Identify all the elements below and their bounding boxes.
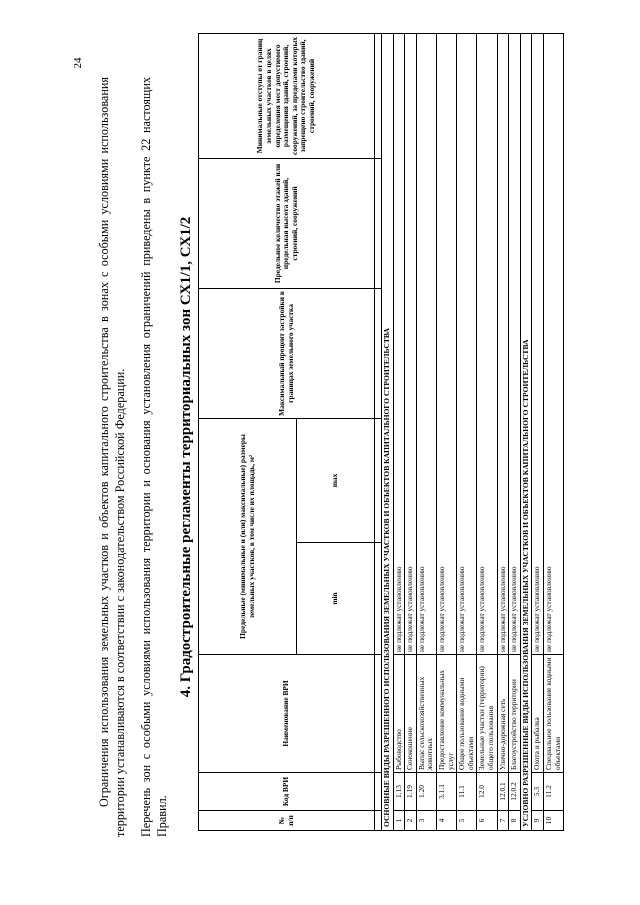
row-num: 6: [477, 811, 497, 831]
row-code: 5.3: [532, 773, 544, 811]
row-value: не подлежат установлению: [405, 33, 417, 654]
row-num: 4: [436, 811, 456, 831]
header-code: Код ВРИ: [199, 773, 375, 811]
regulations-table: [198, 33, 564, 831]
header-num: № п/п: [199, 811, 375, 831]
row-value: не подлежат установлению: [457, 33, 477, 654]
header-percent: Максимальный процент застройки в границах земельного участка: [199, 288, 375, 418]
row-code: 11.1: [457, 773, 477, 811]
row-num: 8: [509, 811, 521, 831]
section-title-conditional: УСЛОВНО РАЗРЕШЕННЫЕ ВИДЫ ИСПОЛЬЗОВАНИЯ ЗЕМЕЛЬНЫХ УЧАСТКОВ И ОБЪЕКТОВ КАПИТАЛЬНОГО СТРОИТЕЛЬСТВА: [520, 33, 532, 830]
header-size: Предельные (минимальные и (или) максимальные) размеры земельных участков, в том числе их площадь, м²: [199, 418, 297, 654]
row-code: 1.20: [416, 773, 436, 811]
section-title-main: ОСНОВНЫЕ ВИДЫ РАЗРЕШЕННОГО ИСПОЛЬЗОВАНИЯ ЗЕМЕЛЬНЫХ УЧАСТКОВ И ОБЪЕКТОВ КАПИТАЛЬНОГО СТРОИТЕЛЬСТВА: [382, 33, 394, 830]
table-row: [416, 33, 436, 830]
row-name: Сенокошение: [405, 655, 417, 773]
row-name: Специальное пользование водными объектами: [543, 655, 563, 773]
row-value: не подлежат установлению: [497, 33, 509, 654]
table-row: [497, 33, 509, 830]
row-value: не подлежат установлению: [436, 33, 456, 654]
row-name: Земельные участки (территории) общего пользования: [477, 655, 497, 773]
row-code: 12.0: [477, 773, 497, 811]
row-num: 5: [457, 811, 477, 831]
paragraph-list-of-zones: Перечень зон с особыми условиями использования территории и основания установления ограничений приведены в пункте 22 настоящих Правил.: [139, 77, 169, 837]
table-row: [543, 33, 563, 830]
row-num: 2: [405, 811, 417, 831]
header-floors: Предельное количество этажей или предельная высота зданий, строений, сооружений: [199, 158, 375, 288]
header-min: min: [297, 543, 375, 655]
row-num: 9: [532, 811, 544, 831]
row-name: Общее пользование водными объектами: [457, 655, 477, 773]
table-row: [532, 33, 544, 830]
row-num: 1: [393, 811, 405, 831]
row-code: 12.0.2: [509, 773, 521, 811]
row-value: не подлежат установлению: [393, 33, 405, 654]
row-value: не подлежат установлению: [532, 33, 544, 654]
row-code: 1.13: [393, 773, 405, 811]
header-name: Наименование ВРИ: [199, 655, 375, 773]
row-name: Улично-дорожная сеть: [497, 655, 509, 773]
header-setback: Минимальные отступы от границ земельных участков в целях определения мест допустимого размещения зданий, строений, сооружений, за пределами которых запрещено строительство зданий, строений, сооружений: [199, 33, 375, 158]
row-value: не подлежат установлению: [416, 33, 436, 654]
table-row: [393, 33, 405, 830]
row-num: 10: [543, 811, 563, 831]
row-code: 11.2: [543, 773, 563, 811]
table-row: [436, 33, 456, 830]
row-name: Благоустройство территории: [509, 655, 521, 773]
row-value: не подлежат установлению: [509, 33, 521, 654]
row-num: 7: [497, 811, 509, 831]
row-num: 3: [416, 811, 436, 831]
row-value: не подлежат установлению: [543, 33, 563, 654]
row-code: 12.0.1: [497, 773, 509, 811]
table-row: [509, 33, 521, 830]
row-name: Предоставление коммунальных услуг: [436, 655, 456, 773]
header-max: max: [297, 418, 375, 542]
row-value: не подлежат установлению: [477, 33, 497, 654]
table-row: [457, 33, 477, 830]
paragraph-restrictions: Ограничения использования земельных участков и объектов капитального строительства в зонах с особыми условиями использования территории устанавливаются в соответствии с законодательством Российской Федерации.: [97, 77, 127, 837]
table-row: [477, 33, 497, 830]
table-row: [405, 33, 417, 830]
section-heading: 4. Градостроительные регламенты территориальных зон СХ1/1, СХ1/2: [178, 216, 194, 698]
row-code: 3.1.1: [436, 773, 456, 811]
row-name: Выпас сельскохозяйственных животных: [416, 655, 436, 773]
page-number: 24: [72, 57, 84, 69]
row-name: Охота и рыбалка: [532, 655, 544, 773]
row-code: 1.19: [405, 773, 417, 811]
row-name: Рыбоводство: [393, 655, 405, 773]
